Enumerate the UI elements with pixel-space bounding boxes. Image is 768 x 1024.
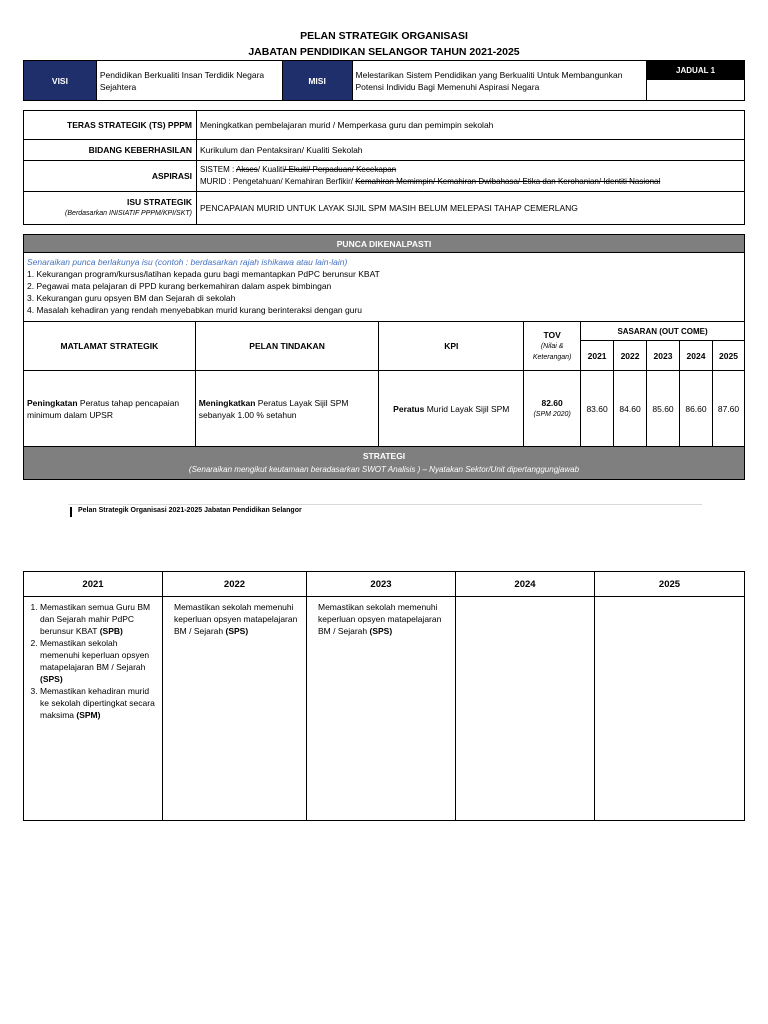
punca-item: 3. Kekurangan guru opsyen BM dan Sejarah di sekolah: [27, 293, 236, 303]
strategi-header: STRATEGI: [362, 451, 406, 461]
year-header: 2024: [680, 341, 713, 371]
punca-item: 2. Pegawai mata pelajaran di PPD kurang berkemahiran dalam aspek bimbingan: [27, 281, 332, 291]
year-2022-cell: Memastikan sekolah memenuhi keperluan opsyen matapelajaran BM / Sejarah (SPS): [163, 597, 307, 821]
col-pelan: PELAN TINDAKAN: [195, 322, 379, 371]
target-value: 86.60: [680, 371, 713, 447]
bidang-value: Kurikulum dan Pentaksiran/ Kualiti Sekolah: [197, 140, 745, 161]
year-col-header: 2024: [456, 572, 595, 597]
punca-item: 4. Masalah kehadiran yang rendah menyebabkan murid kurang berinteraksi dengan guru: [27, 305, 363, 315]
strategi-sub: (Senaraikan mengikut keutamaan beradasarkan SWOT Analisis ) – Nyatakan Sektor/Unit dipertanggungjawab: [188, 465, 580, 474]
col-kpi: KPI: [379, 322, 524, 371]
strategic-plan-table: [23, 234, 745, 480]
col-matlamat: MATLAMAT STRATEGIK: [24, 322, 196, 371]
isu-sublabel: (Berdasarkan INISIATIF PPPM/KPI/SKT): [65, 210, 192, 217]
year-header: 2022: [614, 341, 647, 371]
teras-value: Meningkatkan pembelajaran murid / Memperkasa guru dan pemimpin sekolah: [197, 111, 745, 140]
year-col-header: 2021: [24, 572, 163, 597]
year-2024-cell: [456, 597, 595, 821]
year-2025-cell: [595, 597, 745, 821]
year-header: 2021: [581, 341, 614, 371]
misi-label: MISI: [282, 61, 352, 101]
page-title: PELAN STRATEGIK ORGANISASI: [300, 30, 468, 42]
footer-divider: [68, 504, 702, 505]
teras-label: TERAS STRATEGIK (TS) PPPM: [24, 111, 197, 140]
punca-list: [24, 253, 745, 322]
jadual-label: JADUAL 1: [647, 61, 745, 80]
year-2021-cell: [24, 597, 163, 821]
col-sasaran: SASARAN (OUT COME): [581, 322, 745, 341]
target-value: 87.60: [712, 371, 744, 447]
tov-value: 82.60: [541, 397, 563, 408]
year-2021-list: [28, 601, 158, 721]
year-header: 2023: [647, 341, 680, 371]
year-col-header: 2023: [307, 572, 456, 597]
isu-label: ISU STRATEGIK: [126, 197, 192, 207]
target-value: 85.60: [647, 371, 680, 447]
aspirasi-value: [197, 161, 745, 192]
tov-note: (SPM 2020): [533, 410, 571, 418]
visi-label: VISI: [24, 61, 97, 101]
punca-instruction: Senaraikan punca berlakunya isu (contoh : berdasarkan rajah ishikawa atau lain-lain): [27, 257, 348, 267]
year-2023-cell: Memastikan sekolah memenuhi keperluan opsyen matapelajaran BM / Sejarah (SPS): [307, 597, 456, 821]
year-col-header: 2025: [595, 572, 745, 597]
year-header: 2025: [712, 341, 744, 371]
col-tov: [524, 322, 581, 371]
year-strategy-table: [23, 571, 745, 821]
aspirasi-sistem: SISTEM : Akses/ Kualiti/ Ekuiti/ Perpaduan/ Kecekapan: [200, 165, 397, 174]
strategy-item: 3. Memastikan kehadiran murid ke sekolah dipertingkat secara maksima (SPM): [40, 685, 158, 721]
visi-text: Pendidikan Berkualiti Insan Terdidik Negara Sejahtera: [96, 61, 282, 101]
year-col-header: 2022: [163, 572, 307, 597]
strategi-header-cell: [24, 447, 745, 480]
visi-misi-table: [23, 60, 745, 101]
punca-header: PUNCA DIKENALPASTI: [24, 235, 745, 253]
page-subtitle: JABATAN PENDIDIKAN SELANGOR TAHUN 2021-2025: [248, 46, 520, 58]
matlamat-cell: Peningkatan Peratus tahap pencapaian minimum dalam UPSR: [24, 371, 196, 447]
strategy-item: 1. Memastikan semua Guru BM dan Sejarah mahir PdPC berunsur KBAT (SPB): [40, 601, 158, 637]
tov-label: TOV: [543, 329, 561, 340]
strategy-item: 2. Memastikan sekolah memenuhi keperluan opsyen matapelajaran BM / Sejarah (SPS): [40, 637, 158, 685]
punca-item: 1. Kekurangan program/kursus/latihan kepada guru bagi memantapkan PdPC berunsur KBAT: [27, 269, 380, 279]
jadual-value: [647, 80, 745, 101]
tov-sublabel: (Nilai & Keterangan): [532, 342, 572, 361]
footer-text: Pelan Strategik Organisasi 2021-2025 Jabatan Pendidikan Selangor: [78, 507, 302, 514]
target-value: 83.60: [581, 371, 614, 447]
misi-text: Melestarikan Sistem Pendidikan yang Berkualiti Untuk Membangunkan Potensi Individu Bagi Memenuhi Aspirasi Negara: [352, 61, 647, 101]
kpi-cell: Peratus Murid Layak Sijil SPM: [379, 371, 524, 447]
bidang-label: BIDANG KEBERHASILAN: [24, 140, 197, 161]
aspirasi-murid: MURID : Pengetahuan/ Kemahiran Berfikir/ Kemahiran Memimpin/ Kemahiran Dwibahasa/ Etika dan Kerohanian/ Identiti Nasional: [200, 177, 661, 186]
isu-value: PENCAPAIAN MURID UNTUK LAYAK SIJIL SPM MASIH BELUM MELEPASI TAHAP CEMERLANG: [197, 192, 745, 225]
isu-label-cell: [24, 192, 197, 225]
tov-cell: [524, 371, 581, 447]
target-value: 84.60: [614, 371, 647, 447]
aspirasi-label: ASPIRASI: [24, 161, 197, 192]
footer-marker: [70, 507, 72, 517]
info-table: [23, 110, 745, 225]
pelan-cell: Meningkatkan Peratus Layak Sijil SPM sebanyak 1.00 % setahun: [195, 371, 379, 447]
